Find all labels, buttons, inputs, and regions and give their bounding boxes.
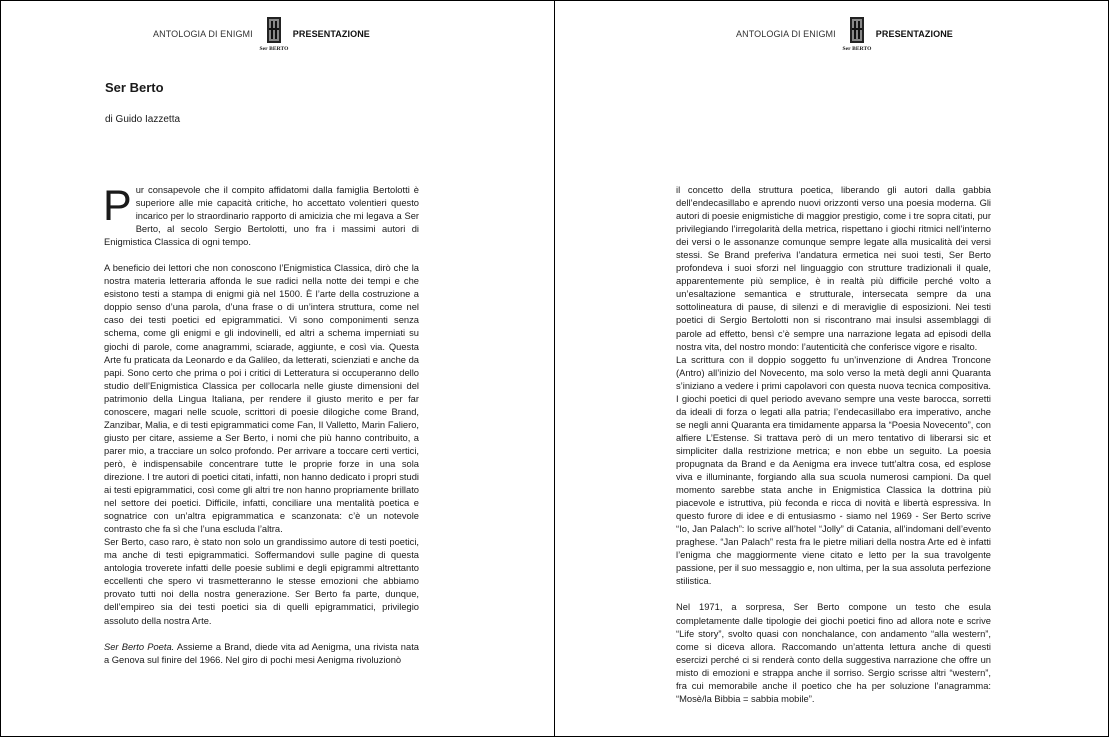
section-label: PRESENTAZIONE — [292, 29, 370, 39]
running-header — [153, 14, 370, 54]
right-page — [555, 0, 1109, 737]
body-paragraph: Nel 1971, a sorpresa, Ser Berto compone un testo che esula completamente dalle tipologie dei giochi poetici fino ad allora note e scrive “Life story”, svolto quasi con nonchalance, con andamento “alla western”, come si diceva allora. Raccomando un’attenta lettura anche di questi esercizi perché ci si renderà conto della suggestiva narrazione che offre un misto di emozioni e strappa anche il sorriso. Sergio scrisse altri “western”, fra cui memorabile anche il poetico che ha per soluzione l’anagramma: “Mosè/la Bibbia = sabbia mobile”. — [676, 602, 991, 704]
intro-paragraph — [104, 184, 419, 249]
right-text-column — [676, 184, 991, 706]
ser-berto-logo-icon — [842, 16, 872, 52]
running-header — [736, 14, 953, 54]
article-title: Ser Berto — [105, 80, 164, 95]
article-byline: di Guido Iazzetta — [105, 114, 181, 125]
section-lead-italic: Ser Berto Poeta. — [104, 641, 175, 652]
drop-cap: P — [103, 182, 132, 230]
body-paragraph: La scrittura con il doppio soggetto fu un’invenzione di Andrea Troncone (Antro) all’inizio del Novecento, ma solo verso la metà degli anni Quaranta s’iniziano a vedere i primi capolavori con questa nuova tecnica compositiva. I giochi poetici di quel periodo avevano sempre una veste barocca, sorretti da ideali di forza o legati alla patria; l’endecasillabo era imperativo, anche se negli anni Quaranta era timidamente apparsa la “Poesia Novecento”, con alfiere L’Estense. Si trattava però di un mero tentativo di liberarsi sic et simpliciter dalla restrizione metrica; e non ebbe un seguito. La poesia propugnata da Brand e da Aenigma era invece tutt’altra cosa, ed esplose viva e illuminante, forgiando alla sua scuola numerosi campioni. Da quel momento sarebbe stata anche in Enigmistica Classica la dottrina più piacevole e istruttiva, più feconda e ricca di novità e libertà espressiva. In questo furore di idee e di entusiasmo - siamo nel 1969 - Ser Berto scrive “Io, Jan Palach”: lo scrive all’hotel “Jolly” di Catania, all’indomani dell’evento praghese. “Jan Palach” resta fra le pietre miliari della nostra Arte ed è infatti l’enigma che maggiormente viene citato e letto per la sua travolgente passione, per il suo messaggio e, non ultima, per la sua assoluta perfezione stilistica. — [676, 354, 991, 587]
body-paragraph — [104, 641, 419, 667]
svg-text:Ser BERTO: Ser BERTO — [259, 46, 289, 52]
section-label: PRESENTAZIONE — [875, 29, 953, 39]
ser-berto-logo-icon — [259, 16, 289, 52]
running-title: ANTOLOGIA DI ENIGMI — [736, 29, 836, 39]
body-paragraph: A beneficio dei lettori che non conoscono l’Enigmistica Classica, dirò che la nostra materia letteraria affonda le sue radici nella notte dei tempi e che esistono testi a stampa di enigmi già nel 1500. È l’arte della costruzione a doppio senso d’una parola, d’una frase o di un’intera struttura, come nel caso dei testi poetici ed epigrammatici. Vi sono componimenti senza schema, come gli enigmi e gli indovinelli, ed altri a schema imperniati su giochi di parole, come anagrammi, sciarade, aggiunte, e così via. Questa Arte fu praticata da Leonardo e da Galileo, da letterati, scienziati e anche da papi. Sono certo che prima o poi i critici di Letteratura si occuperanno dello studio dell’Enigmistica Classica per collocarla nelle giuste dimensioni del patrimonio della Lingua Italiana, per rendere il giusto merito e per far conoscere, magari nelle scuole, scrittori di poesie dilogiche come Brand, Zanzibar, Malia, e di testi epigrammatici come Fan, Il Valletto, Marin Faliero, giusto per citare, assieme a Ser Berto, i nomi che più hanno contribuito, a parer mio, a tracciare un solco profondo. Per arrivare a toccare certi vertici, però, è indispensabile concentrare tutte le proprie forze in una sola direzione. I tre autori di poetici citati, infatti, non hanno dedicato i propri studi ai testi epigrammatici, così come gli altri tre non hanno propriamente brillato nel settore dei poetici. Difficile, infatti, conciliare una mentalità poetica e sognatrice con un’altra epigrammatica e scanzonata: c’è un notevole contrasto che fa sì che l’una escluda l’altra. — [104, 263, 419, 535]
left-text-column — [104, 184, 419, 667]
svg-text:Ser BERTO: Ser BERTO — [842, 46, 872, 52]
left-page — [0, 0, 554, 737]
body-paragraph-text: Assieme a Brand, diede vita ad Aenigma, una rivista nata a Genova sul finire del 1966. Nel giro di pochi mesi Aenigma rivoluzionò — [104, 641, 419, 665]
intro-paragraph-text: ur consapevole che il compito affidatomi dalla famiglia Bertolotti è superiore alle mie capacità critiche, ho accettato volentieri questo incarico per lo straordinario rapporto di amicizia che mi legava a Ser Berto, al secolo Sergio Bertolotti, uno fra i massimi autori di Enigmistica Classica di ogni tempo. — [104, 185, 419, 248]
body-paragraph: il concetto della struttura poetica, liberando gli autori dalla gabbia dell’endecasillabo e aprendo nuovi orizzonti verso una poesia moderna. Gli autori di poesie enigmistiche di maggior prestigio, come i tre sopra citati, pur privilegiando l’irregolarità della metrica, rispettano i giochi ritmici nell’interno dei versi o le assonanze comunque sempre legate alla musicalità dei versi stessi. Se Brand preferiva l’andatura ermetica nei suoi testi, Ser Berto profondeva i suoi sforzi nel linguaggio con strutture tradizionali il quale, apparentemente più semplice, è in realtà più difficile perché volto a un’esaltazione semantica e strutturale, intersecata sempre da una sottolineatura di pause, di silenzi e di meraviglie di esposizioni. Nei testi poetici di Sergio Bertolotti non si riscontrano mai insulsi assemblaggi di parole ad effetto, bensì c’è sempre una narrazione legata ad episodi della nostra vita, del nostro mondo: l’autenticità che conferisce vigore e risalto. — [676, 185, 991, 352]
body-paragraph: Ser Berto, caso raro, è stato non solo un grandissimo autore di testi poetici, ma anche di testi epigrammatici. Soffermandovi sulle pagine di questa antologia troverete infatti delle poesie sublimi e degli epigrammi altrettanto eccellenti che spero vi trasmetteranno le stesse emozioni che abbiamo provato tutti noi della nostra generazione. Ser Berto fa parte, dunque, dell’empireo sia dei testi poetici sia di quelli epigrammatici, privilegio assoluto della nostra Arte. — [104, 537, 419, 626]
running-title: ANTOLOGIA DI ENIGMI — [153, 29, 253, 39]
